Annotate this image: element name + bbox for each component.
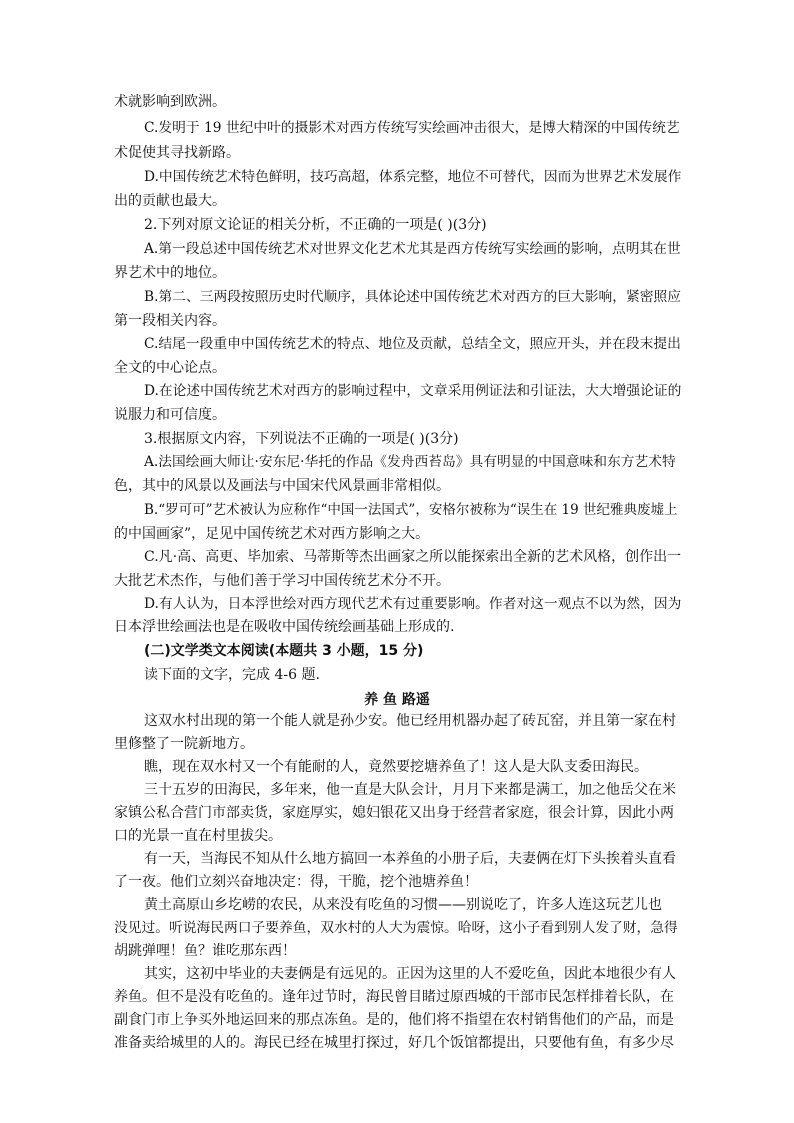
question-2: 2.下列对原文论证的相关分析，不正确的一项是( )(3分)	[144, 217, 487, 233]
text-line: 大批艺术杰作，与他们善于学习中国传统艺术分不开。	[114, 573, 450, 589]
story-line: 没见过。听说海民两口子要养鱼，双水村的人大为震惊。哈呀，这小子看到别人发了财，急得	[114, 920, 678, 936]
option-a-line: A.法国绘画大师让·安东尼·华托的作品《发舟西苔岛》具有明显的中国意味和东方艺术特	[144, 454, 676, 470]
text-line: 日本浮世绘画法也是在吸收中国传统绘画基础上形成的.	[114, 619, 455, 635]
text-line: 第一段相关内容。	[114, 313, 226, 329]
story-line: 口的光景一直在村里拔尖。	[114, 828, 282, 844]
instruction: 读下面的文字，完成 4-6 题.	[144, 667, 320, 683]
text-line: 说服力和可信度。	[114, 407, 226, 423]
question-3: 3.根据原文内容，下列说法不正确的一项是( )(3分)	[144, 431, 459, 447]
story-line: 养鱼。但不是没有吃鱼的。逢年过节时，海民曾目睹过原西城的干部市民怎样排着长队，在	[114, 989, 674, 1005]
story-line: 三十五岁的田海民，多年来，他一直是大队会计，月月下来都是满工，加之他岳父在米	[144, 782, 676, 798]
text-line: 术就影响到欧洲。	[114, 94, 226, 110]
story-line: 副食门市上争买外地运回来的那点冻鱼。是的，他们将不指望在农村销售他们的产品，而是	[114, 1012, 674, 1028]
story-line: 里修整了一院新地方。	[114, 736, 254, 752]
option-b-line: B.第二、三两段按照历史时代顺序，具体论述中国传统艺术对西方的巨大影响，紧密照应	[144, 289, 681, 305]
text-line: 界艺术中的地位。	[114, 265, 226, 281]
option-c-line: C.凡·高、高更、毕加索、马蒂斯等杰出画家之所以能探索出全新的艺术风格，创作出一	[144, 549, 682, 565]
section-heading: (二)文学类文本阅读(本题共 3 小题，15 分)	[144, 643, 424, 659]
story-line: 黄土高原山乡圪崂的农民，从来没有吃鱼的习惯——别说吃了，许多人连这玩艺儿也	[144, 897, 662, 913]
option-d-line: D.在论述中国传统艺术对西方的影响过程中，文章采用例证法和引证法，大大增强论证的	[144, 383, 682, 399]
option-c-line: C.发明于 19 世纪中叶的摄影术对西方传统写实绘画冲击很大，是博大精深的中国传统艺	[144, 120, 680, 136]
option-b-line: B.“罗可可”艺术被认为应称作“中国一法国式”，安格尔被称为“误生在 19 世纪雅典废墟上	[144, 502, 678, 518]
story-line: 准备卖给城里的人的。海民已经在城里打探过，好几个饭馆都提出，只要他有鱼，有多少尽	[114, 1035, 674, 1051]
story-line: 有一天，当海民不知从什么地方搞回一本养鱼的小册子后，夫妻俩在灯下头挨着头直看	[144, 851, 676, 867]
option-a-line: A.第一段总述中国传统艺术对世界文化艺术尤其是西方传统写实绘画的影响，点明其在世	[144, 241, 681, 257]
option-c-line: C.结尾一段重申中国传统艺术的特点、地位及贡献，总结全文，照应开头，并在段末提出	[144, 336, 681, 352]
text-line: 术促使其寻找新路。	[114, 145, 240, 161]
option-d-line: D.中国传统艺术特色鲜明，技巧高超，体系完整，地位不可替代，因而为世界艺术发展作	[144, 169, 682, 185]
story-line: 家镇公私合营门市部卖货，家庭厚实，媳妇银花又出身于经营者家庭，很会计算，因此小两	[114, 805, 674, 821]
text-line: 色，其中的风景以及画法与中国宋代风景画非常相似。	[114, 478, 450, 494]
option-d-line: D.有人认为，日本浮世绘对西方现代艺术有过重要影响。作者对这一观点不以为然，因为	[144, 596, 682, 612]
story-line: 胡跳弹哩！鱼？谁吃那东西！	[114, 943, 296, 959]
story-title: 养 鱼 路遥	[364, 692, 430, 708]
text-line: 的中国画家”，足见中国传统艺术对西方影响之大。	[114, 526, 430, 542]
text-line: 出的贡献也最大。	[114, 193, 226, 209]
story-line: 这双水村出现的第一个能人就是孙少安。他已经用机器办起了砖瓦窑，并且第一家在村	[144, 713, 676, 729]
story-line: 其实，这初中毕业的夫妻俩是有远见的。正因为这里的人不爱吃鱼，因此本地很少有人	[144, 966, 676, 982]
text-line: 全文的中心论点。	[114, 360, 226, 376]
story-line: 瞧，现在双水村又一个有能耐的人，竟然要挖塘养鱼了！这人是大队支委田海民。	[144, 759, 648, 775]
story-line: 了一夜。他们立刻兴奋地决定：得，干脆，挖个池塘养鱼！	[114, 874, 478, 890]
